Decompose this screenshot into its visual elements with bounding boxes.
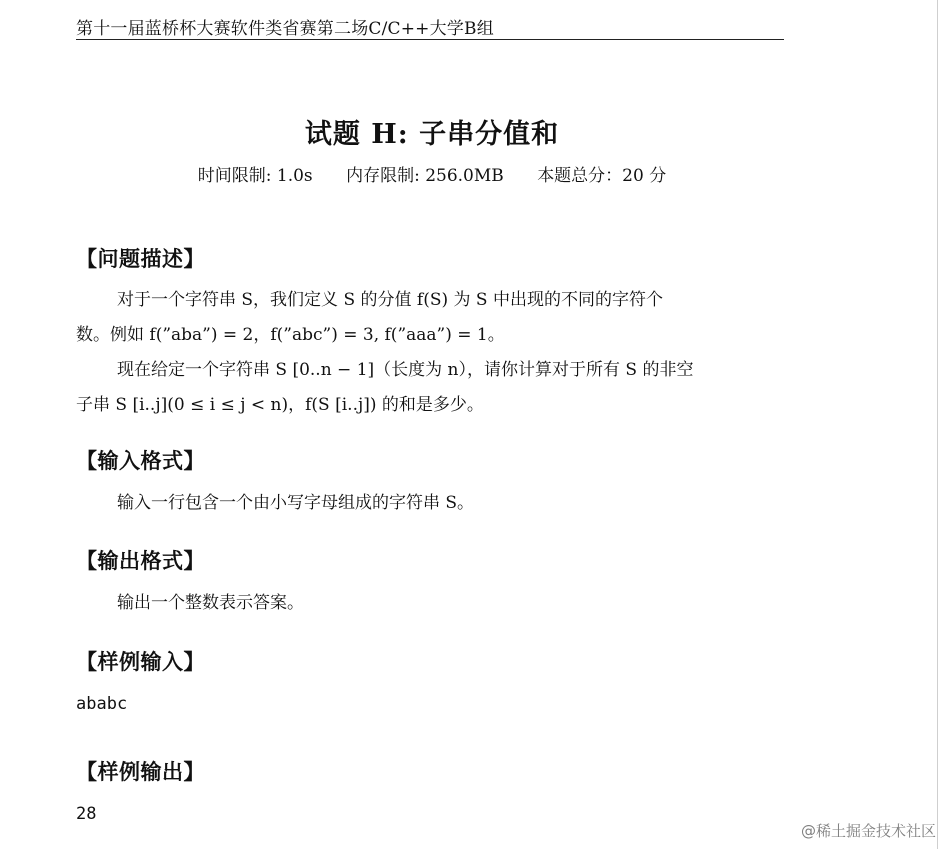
- input-format-text: 输入一行包含一个由小写字母组成的字符串 S。: [117, 493, 475, 513]
- description-p1-line2: 数。例如 f(”aba”) = 2，f(”abc”) = 3, f(”aaa”) = 1。: [76, 325, 505, 345]
- description-p2-line2: 子串 S [i..j](0 ≤ i ≤ j < n)，f(S [i..j]) 的和是多少。: [76, 395, 484, 415]
- output-format-heading: 【输出格式】: [76, 549, 205, 573]
- sample-input-text: ababc: [76, 694, 128, 714]
- description-p2-line1: 现在给定一个字符串 S [0..n − 1]（长度为 n），请你计算对于所有 S 的非空: [117, 360, 694, 380]
- total-score: 本题总分：20 分: [537, 166, 667, 186]
- site-watermark: @稀土掘金技术社区: [800, 822, 936, 840]
- problem-title: 试题 H: 子串分值和: [304, 119, 560, 150]
- output-format-text: 输出一个整数表示答案。: [117, 593, 304, 613]
- header-rule: [76, 39, 784, 40]
- sample-output-text: 28: [76, 804, 97, 824]
- description-paragraph-1: [76, 283, 786, 353]
- limits-line: [0, 161, 864, 186]
- description-p1-line1: 对于一个字符串 S，我们定义 S 的分值 f(S) 为 S 中出现的不同的字符个: [117, 290, 663, 310]
- sample-output-heading: 【样例输出】: [76, 760, 205, 784]
- description-paragraph-2: [76, 353, 786, 423]
- memory-limit: 内存限制: 256.0MB: [346, 166, 504, 186]
- input-format-heading: 【输入格式】: [76, 449, 205, 473]
- page-edge: [937, 0, 938, 849]
- time-limit: 时间限制: 1.0s: [197, 166, 313, 186]
- running-header: 第十一届蓝桥杯大赛软件类省赛第二场C/C++大学B组: [76, 19, 494, 39]
- description-heading: 【问题描述】: [76, 247, 205, 271]
- sample-input-heading: 【样例输入】: [76, 650, 205, 674]
